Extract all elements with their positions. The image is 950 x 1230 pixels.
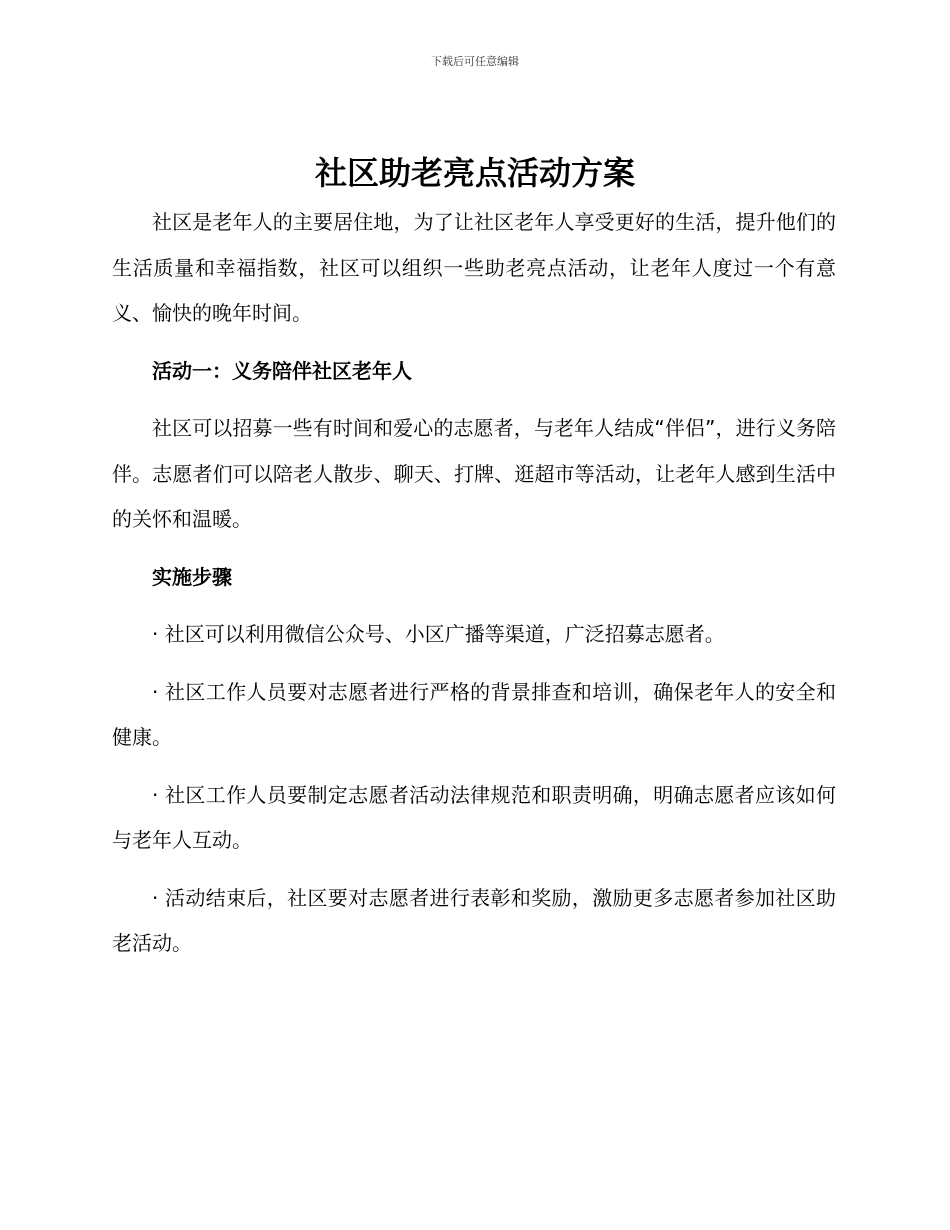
page-header-note: 下载后可任意编辑 — [431, 55, 519, 68]
step-item: · 社区工作人员要对志愿者进行严格的背景排查和培训，确保老年人的安全和健康。 — [112, 679, 836, 749]
document-title: 社区助老亮点活动方案 — [314, 154, 635, 192]
document-body — [112, 200, 836, 979]
activity-one-heading: 活动一：义务陪伴社区老年人 — [152, 358, 412, 383]
implementation-steps-heading: 实施步骤 — [152, 564, 232, 589]
activity-one-description: 社区可以招募一些有时间和爱心的志愿者，与老年人结成“伴侣”，进行义务陪伴。志愿者们可以陪老人散步、聊天、打牌、逛超市等活动，让老年人感到生活中的关怀和温暖。 — [112, 416, 836, 531]
step-item: · 社区工作人员要制定志愿者活动法律规范和职责明确，明确志愿者应该如何与老年人互动。 — [112, 782, 836, 852]
step-item: · 社区可以利用微信公众号、小区广播等渠道，广泛招募志愿者。 — [152, 622, 725, 646]
intro-paragraph: 社区是老年人的主要居住地，为了让社区老年人享受更好的生活，提升他们的生活质量和幸福指数，社区可以组织一些助老亮点活动，让老年人度过一个有意义、愉快的晚年时间。 — [112, 210, 836, 325]
step-item: · 活动结束后，社区要对志愿者进行表彰和奖励，激励更多志愿者参加社区助老活动。 — [112, 885, 836, 955]
